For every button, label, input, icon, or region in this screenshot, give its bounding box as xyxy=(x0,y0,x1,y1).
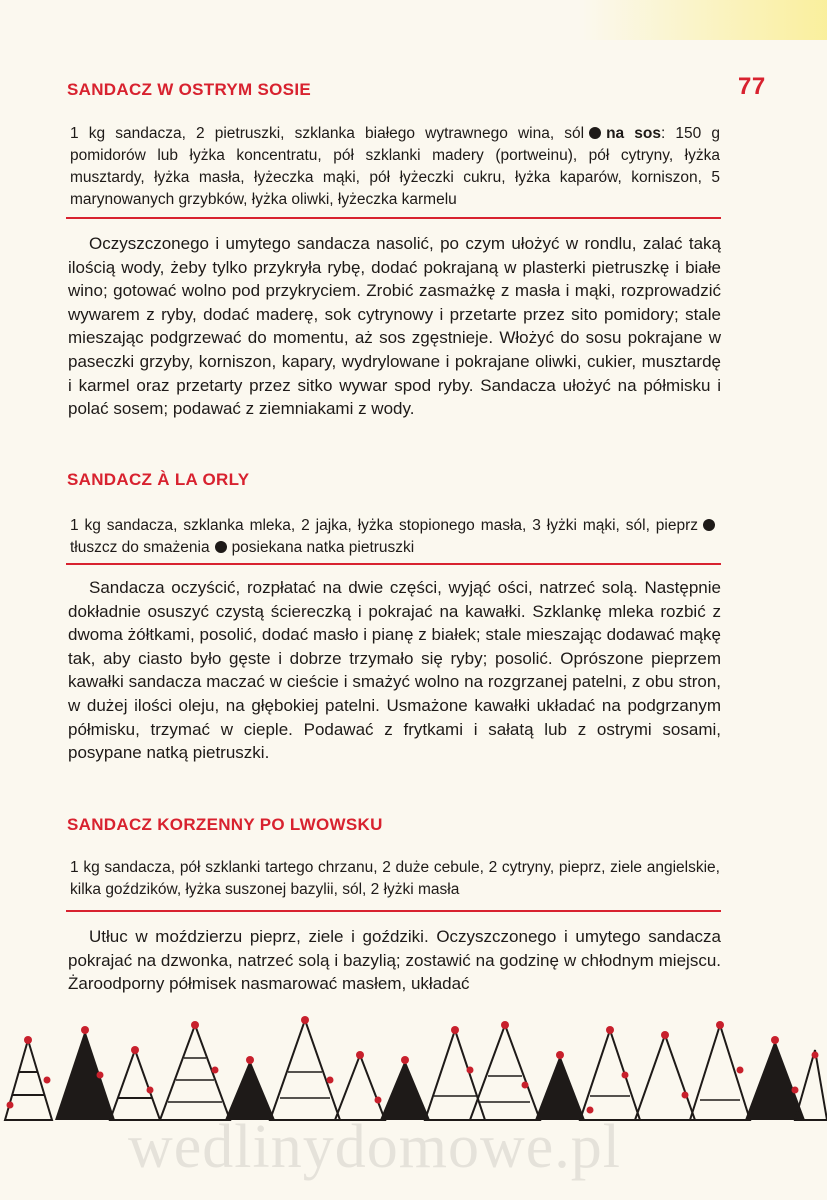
ingredients-3: 1 kg sandacza, pół szklanki tartego chrzanu, 2 duże cebule, 2 cytryny, pieprz, ziele angielskie, kilka goździków, łyżka suszonej bazylii, sól, 2 łyżki masła xyxy=(70,859,720,898)
ingredients-sauce: : 150 g pomidorów lub łyżka koncentratu, pół szklanki madery (portweinu), pół cytryny, łyżka musztardy, łyżka masła, łyżeczka mąki, pół łyżeczki cukru, łyżka kaparów, korniszon, 5 marynowanych grzybków, łyżka oliwki, łyżeczka karmelu xyxy=(70,125,720,208)
recipe-title-2: SANDACZ À LA ORLY xyxy=(67,470,250,489)
divider-rule xyxy=(66,217,721,219)
instructions-3: Utłuc w moździerzu pieprz, ziele i goździki. Oczyszczonego i umytego sandacza pokrajać na dzwonka, natrzeć solą i bazylią; zostawić na godzinę w chłodnym miejscu. Żaroodporny półmisek nasmarować masłem, układać xyxy=(68,927,721,994)
sauce-label: na sos xyxy=(606,125,661,142)
tree-silhouettes-icon xyxy=(5,1020,827,1120)
recipe-title-1: SANDACZ W OSTRYM SOSIE xyxy=(67,80,311,99)
watermark: wedlinydomowe.pl xyxy=(128,1113,621,1181)
divider-rule xyxy=(66,563,721,565)
bullet-dot-icon xyxy=(703,519,715,531)
ingredients-1 xyxy=(70,123,720,211)
instructions-2: Sandacza oczyścić, rozpłatać na dwie części, wyjąć ości, natrzeć solą. Następnie dokładnie osuszyć czystą ściereczką i pokrajać na kawałki. Szklankę mleka rozbić z dwoma żółtkami, posolić, dodać masło i pianę z białek; stale mieszając dodawać mąkę tak, aby ciasto było gęste i dobrze trzymało się ryby; posolić. Oprószone pieprzem kawałki sandacza maczać w cieście i smażyć wolno na rozgrzanej patelni, z obu stron, w dużej ilości oleju, na głębokiej patelni. Usmażone kawałki układać na podgrzanym półmisku, trzymać w cieple. Podawać z frytkami i sałatą lub z ostrymi sosami, posypane natką pietruszki. xyxy=(68,578,721,763)
ingredients-frying: tłuszcz do smażenia xyxy=(70,539,210,556)
bullet-dot-icon xyxy=(589,127,601,139)
ingredients-garnish: posiekana natka pietruszki xyxy=(231,539,415,556)
instructions-1: Oczyszczonego i umytego sandacza nasolić, po czym ułożyć w rondlu, zalać taką ilością wody, żeby tylko przykryła rybę, dodać pokrajaną w plasterki pietruszkę i białe wino; gotować wolno pod przykryciem. Zrobić zasmażkę z masła i mąki, rozprowadzić wywarem z ryby, dodać maderę, sok cytrynowy i przetarte przez sito pomidory; stale mieszając podgrzewać do momentu, aż sos zgęstnieje. Włożyć do sosu pokrajane w paseczki grzyby, korniszon, kapary, wydrylowane i pokrajane oliwki, cukier, musztardę i karmel oraz przetarty przez sitko wywar spod ryby. Sandacza ułożyć na półmisku i polać sosem; podawać z ziemniakami z wody. xyxy=(68,234,721,419)
page-corner-tint xyxy=(0,0,827,40)
ingredients-main: 1 kg sandacza, 2 pietruszki, szklanka białego wytrawnego wina, sól xyxy=(70,125,585,142)
ingredients-2 xyxy=(70,515,720,559)
ingredients-list: 1 kg sandacza, szklanka mleka, 2 jajka, łyżka stopionego masła, 3 łyżki mąki, sól, pieprz xyxy=(70,517,698,534)
page-number: 77 xyxy=(738,73,766,100)
bullet-dot-icon xyxy=(215,541,227,553)
divider-rule xyxy=(66,910,721,912)
recipe-title-3: SANDACZ KORZENNY PO LWOWSKU xyxy=(67,815,383,834)
